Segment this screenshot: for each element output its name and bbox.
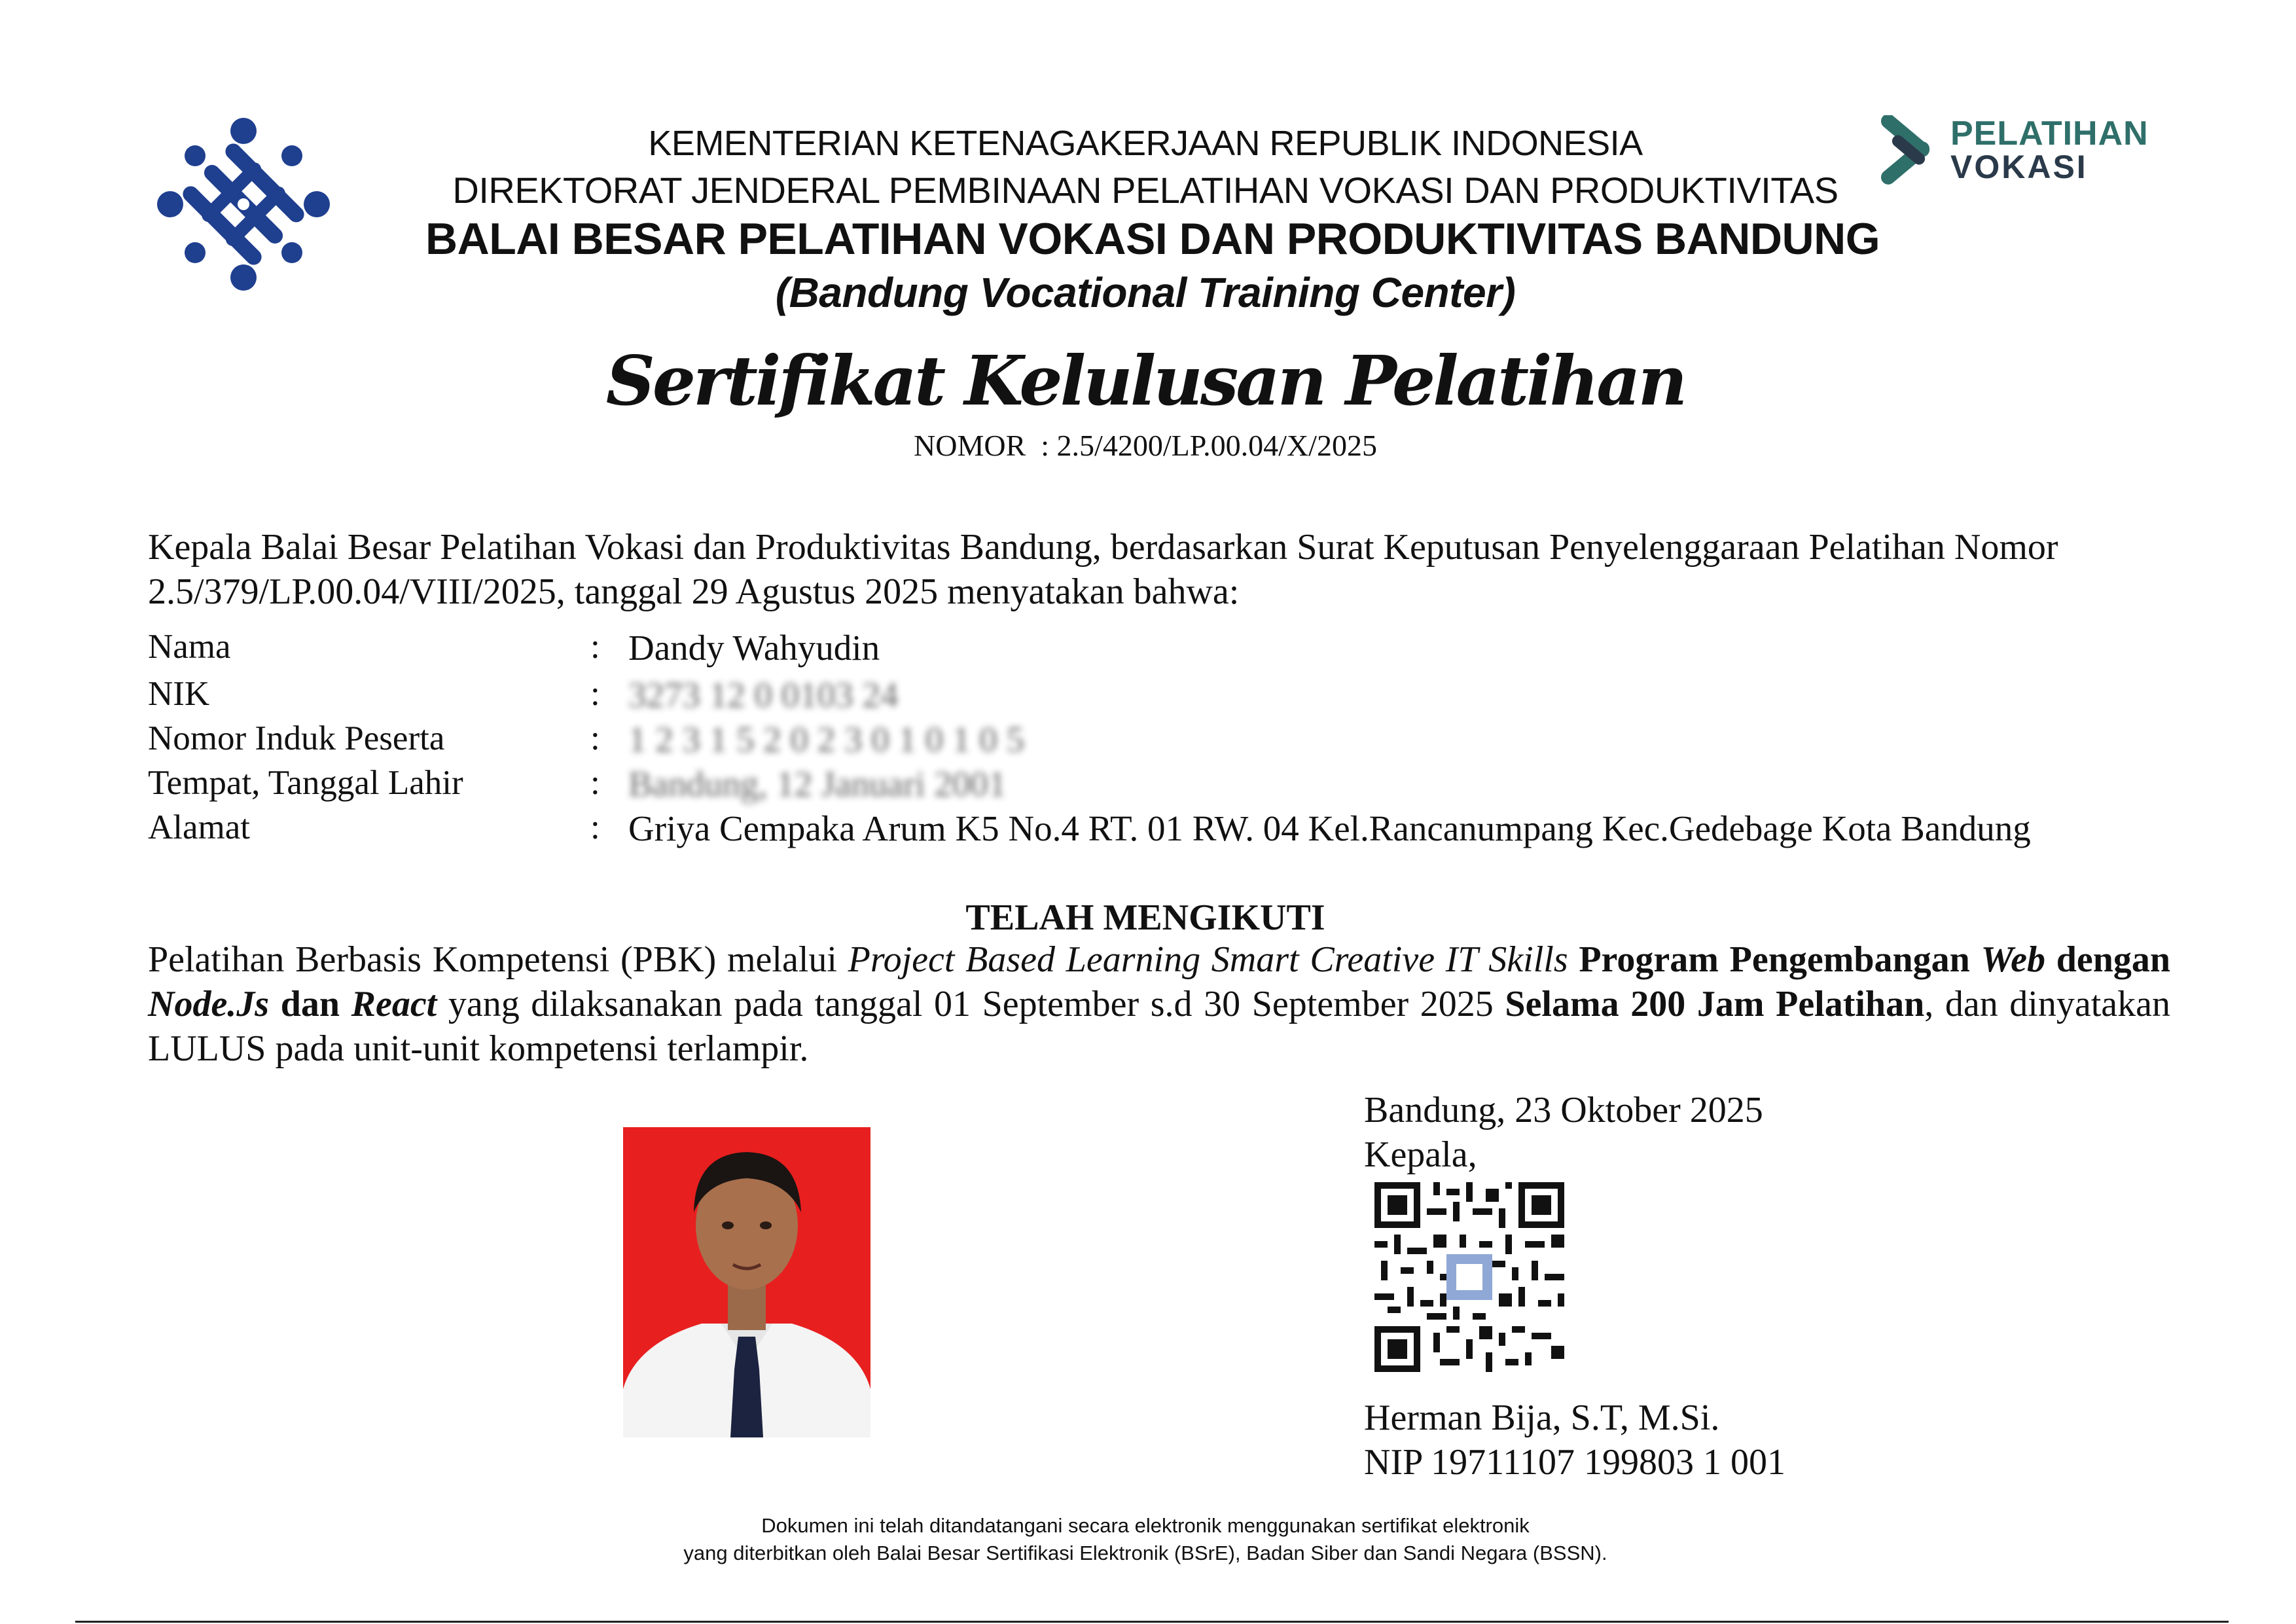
para-bold-italic: Web	[1981, 939, 2045, 980]
para-bold-italic: Node.Js	[148, 984, 270, 1024]
signatory-nip: NIP 19711107 199803 1 001	[1364, 1442, 1785, 1483]
para-program-italic: Project Based Learning Smart Creative IT Skills	[848, 939, 1568, 980]
field-colon: :	[590, 675, 600, 713]
header-ministry: KEMENTERIAN KETENAGAKERJAAN REPUBLIK INDONESIA	[648, 124, 1643, 163]
field-colon: :	[590, 764, 600, 802]
participant-photo	[623, 1127, 870, 1437]
field-value-redacted: 3273 12 0 0103 24	[628, 675, 899, 715]
field-colon: :	[590, 808, 600, 846]
field-value-redacted: 1 2 3 1 5 2 0 2 3 0 1 0 1 0 5	[628, 719, 1024, 759]
para-text: Pelatihan Berbasis Kompetensi (PBK) melalui	[148, 939, 848, 980]
brand-text-bottom: VOKASI	[1950, 149, 2088, 185]
field-value-redacted: Bandung, 12 Januari 2001	[628, 764, 1007, 804]
field-value: Dandy Wahyudin	[628, 628, 880, 668]
header-directorate: DIREKTORAT JENDERAL PEMBINAAN PELATIHAN VOKASI DAN PRODUKTIVITAS	[452, 170, 1839, 211]
para-bold: dan	[269, 984, 351, 1024]
training-paragraph	[148, 937, 2170, 1071]
portrait-image	[623, 1127, 870, 1437]
para-text: yang dilaksanakan pada tanggal 01 September s.d 30 September 2025	[437, 984, 1505, 1024]
certificate-number: NOMOR : 2.5/4200/LP.00.04/X/2025	[914, 429, 1377, 462]
field-label: NIK	[148, 675, 210, 713]
signatory-name: Herman Bija, S.T, M.Si.	[1364, 1398, 1720, 1438]
field-label: Nomor Induk Peserta	[148, 719, 445, 757]
signature-role: Kepala,	[1364, 1134, 1477, 1175]
e-signature-note	[524, 1512, 1767, 1567]
field-label: Tempat, Tanggal Lahir	[148, 764, 463, 802]
field-colon: :	[590, 719, 600, 757]
section-heading: TELAH MENGIKUTI	[965, 897, 1325, 938]
footer-line: Dokumen ini telah ditandatangani secara elektronik menggunakan sertifikat elektronik	[761, 1514, 1530, 1537]
para-bold-italic: React	[351, 984, 437, 1024]
bottom-divider	[75, 1621, 2229, 1623]
header-english-name: (Bandung Vocational Training Center)	[775, 269, 1516, 316]
field-label: Alamat	[148, 808, 250, 846]
para-duration: Selama 200 Jam Pelatihan	[1505, 984, 1925, 1024]
qr-code-icon	[1374, 1182, 1564, 1372]
header-institution: BALAI BESAR PELATIHAN VOKASI DAN PRODUKTIVITAS BANDUNG	[425, 214, 1880, 264]
field-value: Griya Cempaka Arum K5 No.4 RT. 01 RW. 04 Kel.Rancanumpang Kec.Gedebage Kota Bandung	[628, 808, 2031, 848]
certificate-title: Sertifikat Kelulusan Pelatihan	[605, 340, 1685, 421]
field-colon: :	[590, 628, 600, 666]
vokasi-mark-icon	[1869, 115, 1948, 187]
ministry-logo	[156, 117, 331, 292]
pelatihan-vokasi-logo	[1869, 111, 2151, 190]
signature-place-date: Bandung, 23 Oktober 2025	[1364, 1090, 1763, 1130]
para-text: , dan dinyatakan LULUS pada unit-unit kompetensi terlampir.	[148, 984, 2170, 1069]
brand-text-top: PELATIHAN	[1950, 115, 2149, 153]
intro-paragraph: Kepala Balai Besar Pelatihan Vokasi dan Produktivitas Bandung, berdasarkan Surat Keputusan Penyelenggaraan Pelatihan Nomor 2.5/379/LP.00.04/VIII/2025, tanggal 29 Agustus 2025 menyatakan bahwa:	[148, 527, 2058, 612]
field-label: Nama	[148, 628, 231, 666]
footer-line: yang diterbitkan oleh Balai Besar Sertifikasi Elektronik (BSrE), Badan Siber dan Sandi Negara (BSSN).	[683, 1542, 1607, 1564]
para-bold: Program Pengembangan	[1568, 939, 1981, 980]
para-bold: dengan	[2045, 939, 2171, 980]
